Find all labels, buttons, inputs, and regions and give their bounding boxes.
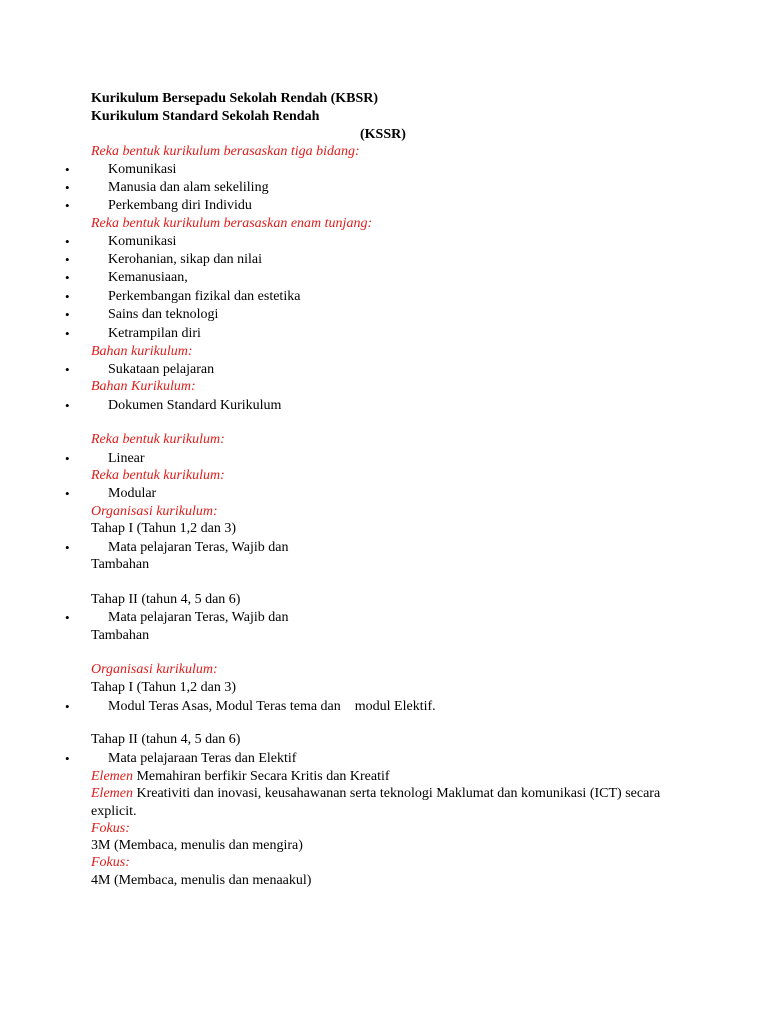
list-item-part: modul Elektif. <box>354 699 436 714</box>
tahap-heading: Tahap I (Tahun 1,2 dan 3) <box>91 521 236 536</box>
title-kssr: Kurikulum Standard Sekolah Rendah <box>91 109 320 124</box>
section-label: Reka bentuk kurikulum berasaskan enam tunjang: <box>91 216 373 231</box>
section-label: Bahan Kurikulum: <box>91 379 196 394</box>
elemen-label: Elemen <box>91 769 133 784</box>
section-label: Bahan kurikulum: <box>91 344 193 359</box>
section-label: Reka bentuk kurikulum: <box>91 468 225 483</box>
section-label: Reka bentuk kurikulum: <box>91 432 225 447</box>
list-item: Perkembangan fizikal dan estetika <box>108 289 301 304</box>
title-kbsr: Kurikulum Bersepadu Sekolah Rendah (KBSR) <box>91 91 379 106</box>
list-item: Ketrampilan diri <box>108 326 201 341</box>
bullet-icon: • <box>65 540 70 555</box>
tahap-heading: Tahap I (Tahun 1,2 dan 3) <box>91 680 236 695</box>
bullet-icon: • <box>65 451 70 466</box>
list-item-continuation: Tambahan <box>91 557 150 572</box>
bullet-icon: • <box>65 486 70 501</box>
section-label: Organisasi kurikulum: <box>91 504 218 519</box>
fokus-text: 3M (Membaca, menulis dan mengira) <box>91 838 303 853</box>
elemen-text: Kreativiti dan inovasi, keusahawanan serta teknologi Maklumat dan komunikasi (ICT) secara explicit. <box>91 786 661 819</box>
tahap-heading: Tahap II (tahun 4, 5 dan 6) <box>91 732 241 747</box>
list-item: Dokumen Standard Kurikulum <box>108 398 282 413</box>
list-item <box>108 698 436 716</box>
bullet-icon: • <box>65 307 70 322</box>
list-item: Komunikasi <box>108 162 177 177</box>
list-item-part: Modul Teras Asas, Modul Teras tema dan <box>108 699 341 714</box>
list-item: Mata pelajaran Teras, Wajib dan <box>108 540 289 555</box>
bullet-icon: • <box>65 234 70 249</box>
bullet-icon: • <box>65 751 70 766</box>
fokus-label: Fokus: <box>91 821 130 836</box>
section-label: Reka bentuk kurikulum berasaskan tiga bidang: <box>91 144 360 159</box>
bullet-icon: • <box>65 252 70 267</box>
fokus-text: 4M (Membaca, menulis dan menaakul) <box>91 873 312 888</box>
bullet-icon: • <box>65 610 70 625</box>
elemen-line <box>91 768 390 786</box>
bullet-icon: • <box>65 180 70 195</box>
bullet-icon: • <box>65 198 70 213</box>
bullet-icon: • <box>65 162 70 177</box>
list-item: Komunikasi <box>108 234 177 249</box>
bullet-icon: • <box>65 398 70 413</box>
bullet-icon: • <box>65 699 70 714</box>
list-item: Manusia dan alam sekeliling <box>108 180 269 195</box>
list-item: Perkembang diri Individu <box>108 198 252 213</box>
title-kssr-abbr: (KSSR) <box>360 127 406 142</box>
elemen-label: Elemen <box>91 786 133 801</box>
list-item-continuation: Tambahan <box>91 628 150 643</box>
list-item: Modular <box>108 486 157 501</box>
section-label: Organisasi kurikulum: <box>91 662 218 677</box>
bullet-icon: • <box>65 362 70 377</box>
tahap-heading: Tahap II (tahun 4, 5 dan 6) <box>91 592 241 607</box>
bullet-icon: • <box>65 270 70 285</box>
elemen-text: Memahiran berfikir Secara Kritis dan Kreatif <box>136 769 390 784</box>
list-item: Sains dan teknologi <box>108 307 219 322</box>
list-item: Kemanusiaan, <box>108 270 188 285</box>
list-item: Mata pelajaran Teras, Wajib dan <box>108 610 289 625</box>
elemen-line <box>91 785 671 821</box>
list-item: Kerohanian, sikap dan nilai <box>108 252 262 267</box>
bullet-icon: • <box>65 289 70 304</box>
list-item: Sukataan pelajaran <box>108 362 215 377</box>
fokus-label: Fokus: <box>91 855 130 870</box>
bullet-icon: • <box>65 326 70 341</box>
list-item: Mata pelajaraan Teras dan Elektif <box>108 751 297 766</box>
list-item: Linear <box>108 451 145 466</box>
